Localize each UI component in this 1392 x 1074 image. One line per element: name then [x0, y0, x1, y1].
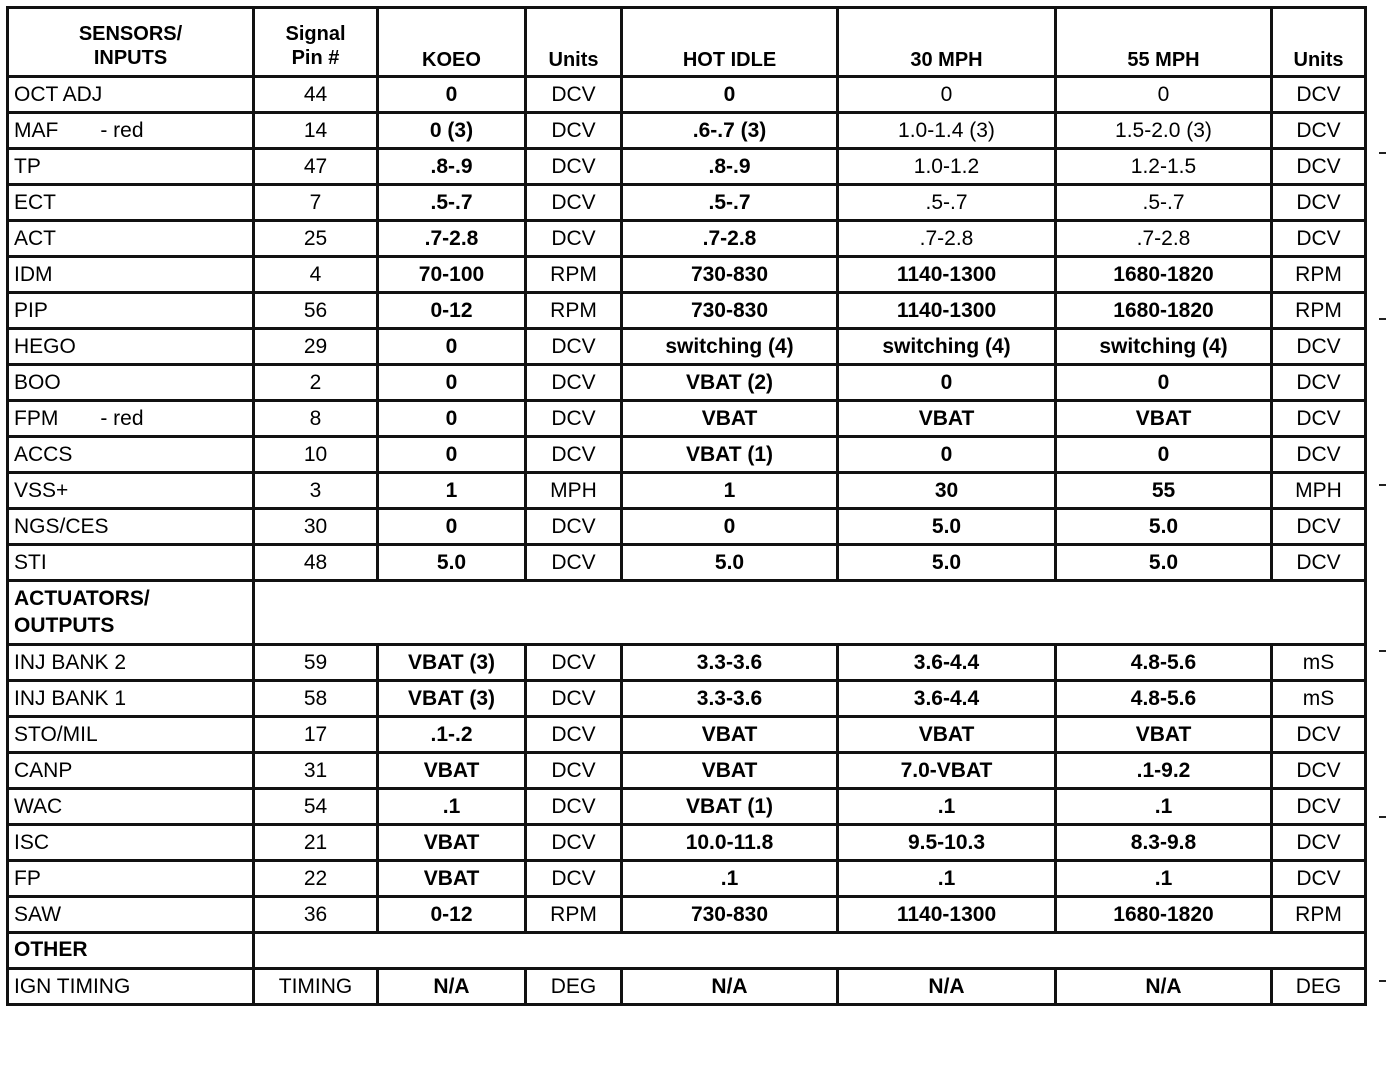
sensor-name-text: OCT ADJ	[14, 83, 103, 106]
mph30-cell: VBAT	[838, 401, 1056, 437]
hot-idle-cell: 10.0-11.8	[622, 825, 838, 861]
actuator-name: INJ BANK 1	[8, 681, 254, 717]
header-30-mph: 30 MPH	[838, 8, 1056, 77]
header-sensors-inputs	[8, 8, 254, 77]
mph30-cell: 7.0-VBAT	[838, 753, 1056, 789]
sensor-name-text: STI	[14, 551, 47, 574]
units1-cell: DCV	[526, 717, 622, 753]
actuator-name: CANP	[8, 753, 254, 789]
pin-cell: 47	[254, 149, 378, 185]
hot-idle-cell: 5.0	[622, 545, 838, 581]
hot-idle-cell: VBAT	[622, 401, 838, 437]
header-signal-pin	[254, 8, 378, 77]
section-title-actuators	[8, 581, 254, 645]
units2-cell: RPM	[1272, 897, 1366, 933]
mph30-cell: 0	[838, 437, 1056, 473]
hot-idle-cell: N/A	[622, 969, 838, 1005]
table-row	[8, 257, 1366, 293]
units1-cell: MPH	[526, 473, 622, 509]
pin-cell: 31	[254, 753, 378, 789]
koeo-cell: .1-.2	[378, 717, 526, 753]
hot-idle-cell: VBAT (1)	[622, 789, 838, 825]
hot-idle-cell: 730-830	[622, 257, 838, 293]
mph30-cell: 1140-1300	[838, 293, 1056, 329]
table-row	[8, 437, 1366, 473]
mph55-cell: 1680-1820	[1056, 897, 1272, 933]
mph55-cell: 1.5-2.0 (3)	[1056, 113, 1272, 149]
margin-tick	[1379, 650, 1386, 652]
table-row	[8, 293, 1366, 329]
section-title-other: OTHER	[8, 933, 254, 969]
mph55-cell: 0	[1056, 77, 1272, 113]
koeo-cell: 5.0	[378, 545, 526, 581]
koeo-cell: 0	[378, 77, 526, 113]
sensor-name	[8, 401, 254, 437]
units1-cell: DCV	[526, 789, 622, 825]
pin-cell: 44	[254, 77, 378, 113]
table-row	[8, 113, 1366, 149]
mph30-cell: .5-.7	[838, 185, 1056, 221]
actuator-name: ISC	[8, 825, 254, 861]
units1-cell: DCV	[526, 681, 622, 717]
header-sensors-inputs-line1: SENSORS/	[78, 23, 183, 45]
mph55-cell: 4.8-5.6	[1056, 645, 1272, 681]
pin-cell: 10	[254, 437, 378, 473]
table-row	[8, 897, 1366, 933]
pin-cell: 4	[254, 257, 378, 293]
koeo-cell: VBAT	[378, 861, 526, 897]
units2-cell: DCV	[1272, 861, 1366, 897]
sensor-name-text: TP	[14, 155, 41, 178]
header-koeo: KOEO	[378, 8, 526, 77]
actuator-name: FP	[8, 861, 254, 897]
mph55-cell: 1.2-1.5	[1056, 149, 1272, 185]
sensor-name-text: ACT	[14, 227, 56, 250]
units2-cell: DEG	[1272, 969, 1366, 1005]
sensor-name	[8, 473, 254, 509]
hot-idle-cell: switching (4)	[622, 329, 838, 365]
mph30-cell: .7-2.8	[838, 221, 1056, 257]
header-55-mph: 55 MPH	[1056, 8, 1272, 77]
units2-cell: DCV	[1272, 717, 1366, 753]
pin-cell: 56	[254, 293, 378, 329]
koeo-cell: 0	[378, 437, 526, 473]
pin-cell: 21	[254, 825, 378, 861]
mph55-cell: switching (4)	[1056, 329, 1272, 365]
units2-cell: RPM	[1272, 293, 1366, 329]
pin-cell: 17	[254, 717, 378, 753]
units2-cell: DCV	[1272, 437, 1366, 473]
sensor-name-text: PIP	[14, 299, 48, 322]
actuator-name: STO/MIL	[8, 717, 254, 753]
units2-cell: DCV	[1272, 825, 1366, 861]
table-row	[8, 185, 1366, 221]
header-signal-pin-line1: Signal	[285, 23, 346, 45]
units2-cell: mS	[1272, 645, 1366, 681]
table-row	[8, 861, 1366, 897]
hot-idle-cell: 730-830	[622, 293, 838, 329]
hot-idle-cell: .1	[622, 861, 838, 897]
hot-idle-cell: 3.3-3.6	[622, 681, 838, 717]
sensor-name	[8, 185, 254, 221]
mph55-cell: VBAT	[1056, 717, 1272, 753]
mph30-cell: .1	[838, 861, 1056, 897]
mph55-cell: 0	[1056, 437, 1272, 473]
mph55-cell: 8.3-9.8	[1056, 825, 1272, 861]
units2-cell: DCV	[1272, 789, 1366, 825]
hot-idle-cell: 0	[622, 509, 838, 545]
section-row-actuators	[8, 581, 1366, 645]
koeo-cell: 0	[378, 329, 526, 365]
pin-cell: 3	[254, 473, 378, 509]
units2-cell: DCV	[1272, 77, 1366, 113]
mph30-cell: 1.0-1.2	[838, 149, 1056, 185]
mph55-cell: .5-.7	[1056, 185, 1272, 221]
mph30-cell: 3.6-4.4	[838, 681, 1056, 717]
margin-tick	[1379, 484, 1386, 486]
section-title-actuators-line2: OUTPUTS	[14, 613, 115, 637]
units2-cell: DCV	[1272, 221, 1366, 257]
table-row	[8, 77, 1366, 113]
units2-cell: DCV	[1272, 329, 1366, 365]
units1-cell: DCV	[526, 329, 622, 365]
mph30-cell: N/A	[838, 969, 1056, 1005]
units1-cell: DCV	[526, 753, 622, 789]
pin-cell: 7	[254, 185, 378, 221]
sensor-name	[8, 257, 254, 293]
sensor-name-text: IDM	[14, 263, 53, 286]
mph30-cell: .1	[838, 789, 1056, 825]
mph30-cell: 0	[838, 77, 1056, 113]
table-row	[8, 509, 1366, 545]
mph30-cell: switching (4)	[838, 329, 1056, 365]
sensor-name-text: FPM	[14, 407, 59, 430]
units2-cell: mS	[1272, 681, 1366, 717]
mph30-cell: VBAT	[838, 717, 1056, 753]
table-row	[8, 329, 1366, 365]
table-row	[8, 221, 1366, 257]
section-blank-cell	[254, 933, 1366, 969]
koeo-cell: VBAT (3)	[378, 681, 526, 717]
pin-cell: 22	[254, 861, 378, 897]
sensor-name	[8, 77, 254, 113]
units1-cell: DCV	[526, 545, 622, 581]
sensor-name	[8, 365, 254, 401]
units1-cell: DCV	[526, 437, 622, 473]
margin-tick	[1379, 816, 1386, 818]
pin-cell: 30	[254, 509, 378, 545]
header-units-1: Units	[526, 8, 622, 77]
table-row	[8, 545, 1366, 581]
koeo-cell: 0-12	[378, 293, 526, 329]
units1-cell: DCV	[526, 509, 622, 545]
mph30-cell: 0	[838, 365, 1056, 401]
units2-cell: DCV	[1272, 365, 1366, 401]
sensor-name-text: BOO	[14, 371, 61, 394]
pin-cell: 2	[254, 365, 378, 401]
sensor-name-suffix: - red	[100, 407, 144, 430]
section-title-actuators-line1: ACTUATORS/	[14, 587, 150, 611]
sensor-name-text: MAF	[14, 119, 59, 142]
table-row	[8, 681, 1366, 717]
table-row	[8, 645, 1366, 681]
units1-cell: DCV	[526, 149, 622, 185]
table-row	[8, 717, 1366, 753]
mph55-cell: 55	[1056, 473, 1272, 509]
table-row	[8, 969, 1366, 1005]
units2-cell: DCV	[1272, 753, 1366, 789]
hot-idle-cell: 3.3-3.6	[622, 645, 838, 681]
koeo-cell: 0	[378, 509, 526, 545]
sensor-name-text: ACCS	[14, 443, 73, 466]
hot-idle-cell: .6-.7 (3)	[622, 113, 838, 149]
pin-cell: 54	[254, 789, 378, 825]
mph55-cell: 5.0	[1056, 509, 1272, 545]
header-hot-idle: HOT IDLE	[622, 8, 838, 77]
pin-cell: TIMING	[254, 969, 378, 1005]
mph30-cell: 1140-1300	[838, 257, 1056, 293]
hot-idle-cell: 1	[622, 473, 838, 509]
mph30-cell: 1.0-1.4 (3)	[838, 113, 1056, 149]
mph30-cell: 3.6-4.4	[838, 645, 1056, 681]
mph55-cell: 1680-1820	[1056, 293, 1272, 329]
sensor-name-text: VSS+	[14, 479, 69, 502]
sensor-name	[8, 113, 254, 149]
table-row	[8, 149, 1366, 185]
units1-cell: DCV	[526, 77, 622, 113]
sensor-name-text: HEGO	[14, 335, 76, 358]
units1-cell: DCV	[526, 401, 622, 437]
mph30-cell: 5.0	[838, 509, 1056, 545]
koeo-cell: VBAT	[378, 753, 526, 789]
sensor-name	[8, 221, 254, 257]
units1-cell: DCV	[526, 365, 622, 401]
koeo-cell: .8-.9	[378, 149, 526, 185]
hot-idle-cell: .7-2.8	[622, 221, 838, 257]
header-row	[8, 8, 1366, 77]
mph55-cell: .7-2.8	[1056, 221, 1272, 257]
mph55-cell: VBAT	[1056, 401, 1272, 437]
sensor-name	[8, 509, 254, 545]
table-row	[8, 825, 1366, 861]
other-name: IGN TIMING	[8, 969, 254, 1005]
units2-cell: DCV	[1272, 113, 1366, 149]
hot-idle-cell: VBAT (2)	[622, 365, 838, 401]
koeo-cell: 0	[378, 401, 526, 437]
mph30-cell: 30	[838, 473, 1056, 509]
koeo-cell: 1	[378, 473, 526, 509]
units2-cell: MPH	[1272, 473, 1366, 509]
hot-idle-cell: 0	[622, 77, 838, 113]
sensor-name	[8, 437, 254, 473]
table-row	[8, 473, 1366, 509]
section-row-other	[8, 933, 1366, 969]
units1-cell: RPM	[526, 897, 622, 933]
mph55-cell: .1	[1056, 789, 1272, 825]
mph55-cell: .1	[1056, 861, 1272, 897]
units1-cell: RPM	[526, 293, 622, 329]
mph30-cell: 9.5-10.3	[838, 825, 1056, 861]
pin-cell: 36	[254, 897, 378, 933]
mph55-cell: 0	[1056, 365, 1272, 401]
units2-cell: DCV	[1272, 545, 1366, 581]
koeo-cell: .5-.7	[378, 185, 526, 221]
mph55-cell: 1680-1820	[1056, 257, 1272, 293]
units1-cell: DCV	[526, 825, 622, 861]
koeo-cell: 0-12	[378, 897, 526, 933]
sensor-name	[8, 293, 254, 329]
header-sensors-inputs-line2: INPUTS	[93, 47, 168, 69]
hot-idle-cell: VBAT	[622, 753, 838, 789]
units1-cell: DEG	[526, 969, 622, 1005]
units2-cell: DCV	[1272, 149, 1366, 185]
sensor-name-text: ECT	[14, 191, 56, 214]
pin-cell: 48	[254, 545, 378, 581]
hot-idle-cell: VBAT	[622, 717, 838, 753]
pin-cell: 29	[254, 329, 378, 365]
actuator-name: SAW	[8, 897, 254, 933]
mph55-cell: .1-9.2	[1056, 753, 1272, 789]
koeo-cell: .1	[378, 789, 526, 825]
pin-cell: 14	[254, 113, 378, 149]
pin-cell: 8	[254, 401, 378, 437]
sensor-name	[8, 329, 254, 365]
pin-cell: 59	[254, 645, 378, 681]
header-units-2: Units	[1272, 8, 1366, 77]
koeo-cell: 0	[378, 365, 526, 401]
mph55-cell: 5.0	[1056, 545, 1272, 581]
section-blank-cell	[254, 581, 1366, 645]
mph30-cell: 5.0	[838, 545, 1056, 581]
header-signal-pin-line2: Pin #	[291, 47, 340, 69]
sensor-name	[8, 545, 254, 581]
hot-idle-cell: .5-.7	[622, 185, 838, 221]
hot-idle-cell: VBAT (1)	[622, 437, 838, 473]
units2-cell: DCV	[1272, 401, 1366, 437]
margin-tick	[1379, 318, 1386, 320]
actuator-name: INJ BANK 2	[8, 645, 254, 681]
koeo-cell: 70-100	[378, 257, 526, 293]
actuator-name: WAC	[8, 789, 254, 825]
table-row	[8, 365, 1366, 401]
mph55-cell: 4.8-5.6	[1056, 681, 1272, 717]
units2-cell: DCV	[1272, 185, 1366, 221]
units2-cell: RPM	[1272, 257, 1366, 293]
units1-cell: RPM	[526, 257, 622, 293]
pinout-spec-table	[6, 6, 1367, 1006]
pin-cell: 25	[254, 221, 378, 257]
table-row	[8, 789, 1366, 825]
mph55-cell: N/A	[1056, 969, 1272, 1005]
table-row	[8, 401, 1366, 437]
units1-cell: DCV	[526, 645, 622, 681]
koeo-cell: VBAT	[378, 825, 526, 861]
koeo-cell: 0 (3)	[378, 113, 526, 149]
margin-tick	[1379, 152, 1386, 154]
margin-tick	[1379, 980, 1386, 982]
koeo-cell: .7-2.8	[378, 221, 526, 257]
units1-cell: DCV	[526, 185, 622, 221]
units1-cell: DCV	[526, 113, 622, 149]
table-row	[8, 753, 1366, 789]
sensor-name-suffix: - red	[100, 119, 144, 142]
mph30-cell: 1140-1300	[838, 897, 1056, 933]
units1-cell: DCV	[526, 861, 622, 897]
units1-cell: DCV	[526, 221, 622, 257]
pin-cell: 58	[254, 681, 378, 717]
hot-idle-cell: .8-.9	[622, 149, 838, 185]
hot-idle-cell: 730-830	[622, 897, 838, 933]
units2-cell: DCV	[1272, 509, 1366, 545]
sensor-name	[8, 149, 254, 185]
sensor-name-text: NGS/CES	[14, 515, 109, 538]
koeo-cell: VBAT (3)	[378, 645, 526, 681]
koeo-cell: N/A	[378, 969, 526, 1005]
